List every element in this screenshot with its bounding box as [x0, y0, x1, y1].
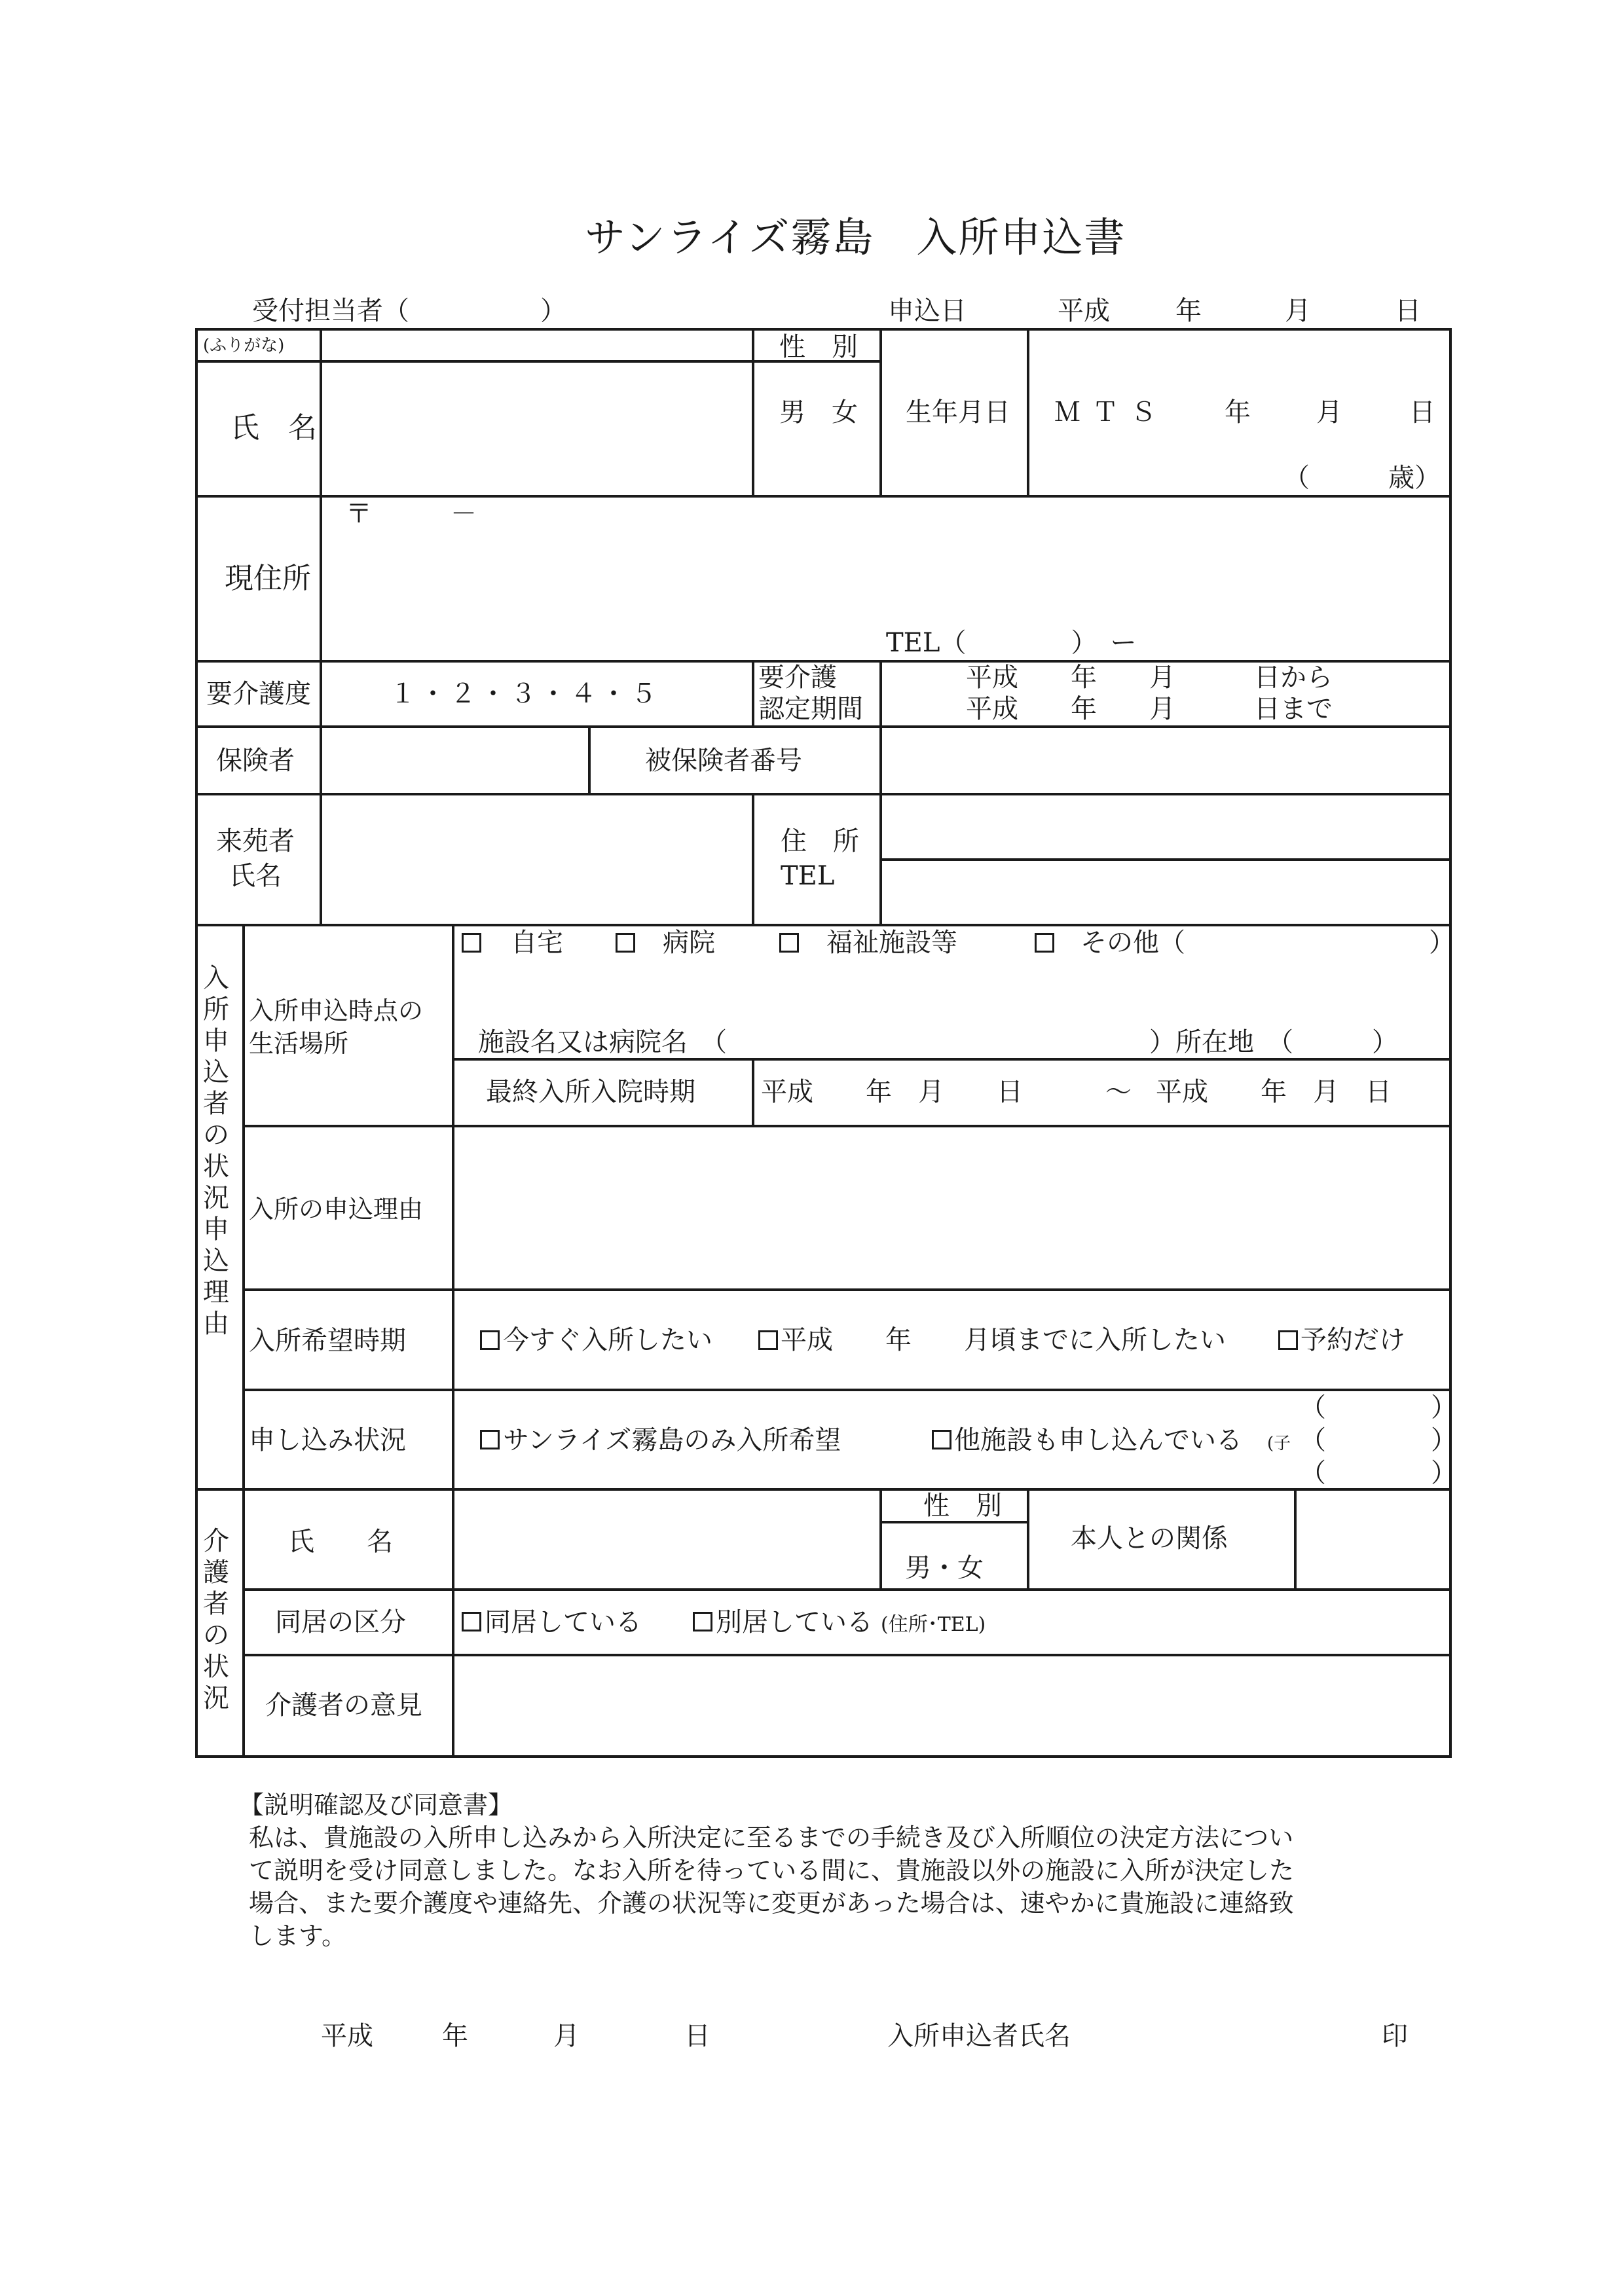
visitor-tel-label: TEL	[781, 861, 835, 891]
desired-now: 今すぐ入所したい	[503, 1325, 712, 1355]
apply-date-label: 申込日	[888, 296, 967, 326]
checkbox-reserve[interactable]	[1278, 1330, 1298, 1350]
desired-timing-label: 入所希望時期	[249, 1326, 406, 1356]
consent-line-3: 場合、また要介護度や連絡先、介護の状況等に変更があった場合は、速やかに貴施設に連絡致	[249, 1889, 1294, 1918]
checkbox-only-here[interactable]	[480, 1430, 500, 1449]
apply-day: 日	[1395, 296, 1421, 326]
cohabit-yes: 同居している	[485, 1607, 642, 1637]
visitor-label-2: 氏名	[229, 861, 282, 891]
paren-row-3: （ ）	[1300, 1458, 1457, 1488]
option-welfare: 福祉施設等	[826, 928, 957, 958]
caregiver-section-label: 介護者の状況	[203, 1526, 229, 1713]
age-label: （ 歳）	[1283, 463, 1441, 493]
postal-code: 〒 －	[346, 499, 477, 529]
birth-era: ＭＴＳ	[1054, 397, 1168, 428]
application-status-label: 申し込み状況	[249, 1425, 406, 1455]
checkbox-hospital[interactable]	[616, 933, 635, 953]
opinion-label: 介護者の意見	[265, 1690, 422, 1721]
last-admission-label: 最終入所入院時期	[486, 1077, 695, 1107]
caregiver-gender-label: 性 別	[923, 1491, 1002, 1521]
consent-line-2: て説明を受け同意しました。なお入所を待っている間に、貴施設以外の施設に入所が決定した	[249, 1856, 1295, 1885]
tel-label: TEL（ ） ー	[886, 628, 1137, 658]
signer-label: 入所申込者氏名	[887, 2021, 1071, 2051]
visitor-label-1: 来苑者	[216, 826, 295, 856]
consent-heading: 【説明確認及び同意書】	[239, 1791, 513, 1819]
apply-year: 年	[1175, 296, 1202, 326]
page-title: サンライズ霧島 入所申込書	[585, 213, 1126, 261]
care-period-label-2: 認定期間	[758, 694, 863, 724]
visitor-address-label: 住 所	[781, 826, 859, 856]
paren-row-2: （ ）	[1300, 1425, 1457, 1455]
birth-month: 月	[1316, 397, 1342, 428]
paren-row-1: （ ）	[1300, 1393, 1457, 1423]
last-admission-from: 平成 年 月 日	[761, 1077, 1023, 1107]
caregiver-name-label: 氏 名	[288, 1527, 393, 1557]
cohabit-no-note: (住所･TEL)	[881, 1613, 986, 1636]
checkbox-welfare[interactable]	[779, 933, 799, 953]
consent-line-4: します。	[249, 1922, 346, 1950]
checkbox-other[interactable]	[1035, 933, 1054, 953]
insured-number-label: 被保険者番号	[645, 746, 802, 776]
others-small: (子	[1267, 1434, 1291, 1453]
footer-year: 年	[442, 2021, 468, 2051]
checkbox-cohabit-yes[interactable]	[462, 1612, 481, 1631]
last-admission-tilde: ～	[1105, 1077, 1132, 1107]
consent-line-1: 私は、貴施設の入所申し込みから入所決定に至るまでの手続き及び入所順位の決定方法につい	[249, 1823, 1294, 1852]
status-section-label: 入所申込者の状況申込理由	[203, 963, 229, 1339]
desired-reserve: 予約だけ	[1301, 1325, 1405, 1355]
gender-label: 性 別	[779, 332, 858, 362]
checkbox-now[interactable]	[480, 1330, 500, 1350]
option-other: その他（	[1080, 928, 1185, 958]
checkbox-others[interactable]	[932, 1430, 951, 1449]
furigana-label: (ふりがな)	[203, 336, 285, 355]
seal-mark: 印	[1382, 2021, 1408, 2051]
care-level-label: 要介護度	[206, 679, 311, 709]
footer-day: 日	[684, 2021, 710, 2051]
relation-label: 本人との関係	[1071, 1523, 1228, 1554]
option-other-close: ）	[1429, 928, 1455, 958]
care-period-label-1: 要介護	[758, 663, 837, 693]
apply-era: 平成	[1058, 296, 1110, 326]
gender-options: 男 女	[779, 397, 858, 428]
insurer-label: 保険者	[216, 746, 295, 776]
care-period-to: 平成 年 月 日まで	[966, 694, 1333, 724]
others: 他施設も申し込んでいる	[954, 1425, 1242, 1455]
checkbox-cohabit-no[interactable]	[693, 1612, 712, 1631]
birth-year: 年	[1225, 397, 1251, 428]
option-home: 自宅	[511, 928, 563, 958]
caregiver-gender-options: 男・女	[905, 1553, 984, 1583]
apply-month: 月	[1285, 296, 1311, 326]
receiver-label: 受付担当者（ ）	[252, 296, 566, 326]
cohabit-label: 同居の区分	[275, 1607, 406, 1637]
care-period-from: 平成 年 月 日から	[966, 663, 1333, 693]
living-place-label-2: 生活場所	[249, 1029, 349, 1058]
birth-day: 日	[1409, 397, 1435, 428]
name-label: 氏 名	[231, 411, 317, 445]
option-hospital: 病院	[663, 928, 715, 958]
checkbox-until[interactable]	[758, 1330, 778, 1350]
desired-until: 平成 年 月頃までに入所したい	[781, 1325, 1226, 1355]
birthdate-label: 生年月日	[906, 397, 1010, 428]
reason-label: 入所の申込理由	[249, 1195, 424, 1224]
last-admission-to: 平成 年 月 日	[1156, 1077, 1392, 1107]
address-label: 現住所	[225, 562, 311, 595]
facility-name-label: 施設名又は病院名 （	[478, 1027, 727, 1057]
checkbox-home[interactable]	[462, 933, 481, 953]
living-place-label-1: 入所申込時点の	[249, 996, 424, 1025]
footer-era: 平成	[321, 2021, 373, 2051]
care-levels: １・２・３・４・５	[390, 679, 661, 709]
only-here: サンライズ霧島のみ入所希望	[503, 1425, 841, 1455]
location-label: ）所在地 （ ）	[1149, 1027, 1398, 1057]
cohabit-no: 別居している	[716, 1607, 873, 1637]
footer-month: 月	[553, 2021, 580, 2051]
